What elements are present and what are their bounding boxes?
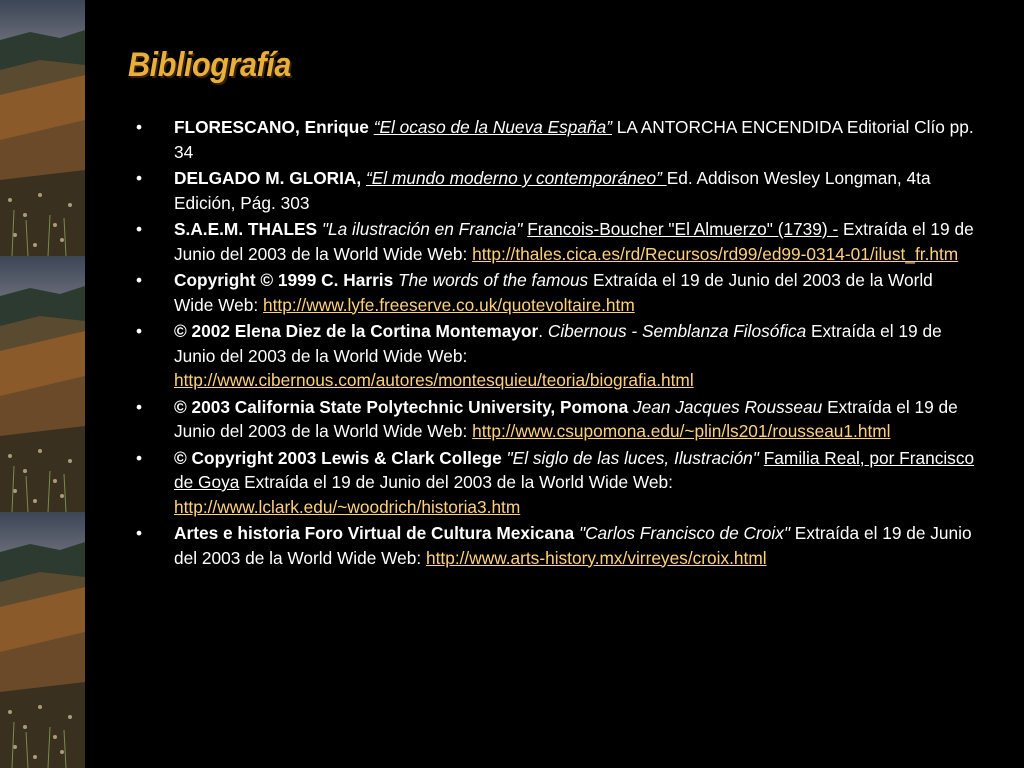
reference-item (136, 395, 976, 444)
bullet-icon: • (136, 447, 143, 468)
reference-text: Extraída el 19 de Junio del 2003 de la World Wide Web: (174, 270, 933, 315)
landscape-photo (0, 0, 85, 256)
reference-author: DELGADO M. GLORIA, (174, 168, 367, 188)
reference-underlined-text: Familia Real, por Francisco de Goya (174, 447, 975, 492)
reference-title: “El ocaso de la Nueva España” (373, 117, 612, 137)
reference-text: Extraída el 19 de Junio del 2003 de la World Wide Web: (239, 472, 673, 492)
reference-link[interactable]: http://www.arts-history.mx/virreyes/croix.html (426, 547, 767, 568)
reference-item (136, 217, 976, 266)
reference-author: Copyright © 1999 C. Harris (174, 270, 399, 290)
reference-item (136, 166, 976, 215)
reference-link[interactable]: http://www.csupomona.edu/~plin/ls201/rousseau1.html (472, 421, 891, 441)
reference-underlined-text: Francois-Boucher "El Almuerzo" (1739) - (527, 219, 839, 239)
bibliography-list (136, 115, 976, 572)
bullet-icon: • (136, 523, 143, 543)
reference-title: "Carlos Francisco de Croix" (578, 523, 790, 543)
reference-text: Extraída el 19 de Junio del 2003 de la World Wide Web: (174, 321, 942, 366)
bullet-icon: • (136, 219, 143, 239)
bullet-icon: • (136, 270, 143, 290)
bullet-icon: • (136, 321, 143, 341)
reference-link[interactable]: http://www.cibernous.com/autores/montesquieu/teoria/biografia.html (174, 370, 694, 390)
reference-author: FLORESCANO, Enrique (174, 117, 374, 137)
reference-link[interactable]: http://thales.cica.es/rd/Recursos/rd99/ed99-0314-01/ilust_fr.htm (472, 243, 959, 264)
landscape-photo (0, 512, 85, 768)
reference-title: “El mundo moderno y contemporáneo” (366, 168, 667, 188)
reference-link[interactable]: http://www.lyfe.freeserve.co.uk/quotevoltaire.htm (263, 294, 635, 315)
reference-link[interactable]: http://www.lclark.edu/~woodrich/historia3.htm (174, 496, 521, 517)
landscape-photo-strip (0, 0, 85, 768)
reference-title: Jean Jacques Rousseau (633, 396, 823, 417)
reference-item (136, 319, 976, 393)
reference-author: © 2003 California State Polytechnic University, Pomona (174, 396, 633, 417)
bullet-icon: • (136, 396, 143, 417)
reference-text: Extraída el 19 de Junio del 2003 de la World Wide Web: (174, 396, 958, 441)
bullet-icon: • (136, 117, 143, 137)
slide-title: Bibliografía (128, 46, 291, 84)
reference-text: . (538, 321, 548, 341)
reference-text: LA ANTORCHA ENCENDIDA Editorial Clío pp. 34 (174, 117, 974, 162)
reference-text: Ed. Addison Wesley Longman, 4ta Edición, Pág. 303 (174, 168, 931, 213)
reference-title: Cibernous - Semblanza Filosófica (547, 321, 807, 341)
reference-author: S.A.E.M. THALES (174, 219, 322, 239)
landscape-photo (0, 256, 85, 512)
reference-title: "El siglo de las luces, Ilustración" (506, 447, 759, 468)
reference-author: © Copyright 2003 Lewis & Clark College (174, 447, 507, 468)
reference-item (136, 115, 976, 164)
reference-title: "La ilustración en Francia" (321, 219, 523, 239)
reference-item (136, 521, 976, 570)
reference-title: The words of the famous (398, 270, 589, 290)
reference-author: Artes e historia Foro Virtual de Cultura Mexicana (174, 523, 579, 543)
reference-author: © 2002 Elena Diez de la Cortina Montemayor (174, 321, 539, 341)
reference-text: Extraída el 19 de Junio del 2003 de la World Wide Web: (174, 523, 972, 568)
reference-text: Extraída el 19 de Junio del 2003 de la World Wide Web: (174, 219, 974, 264)
bullet-icon: • (136, 168, 143, 188)
reference-item (136, 268, 976, 317)
reference-item (136, 446, 976, 520)
